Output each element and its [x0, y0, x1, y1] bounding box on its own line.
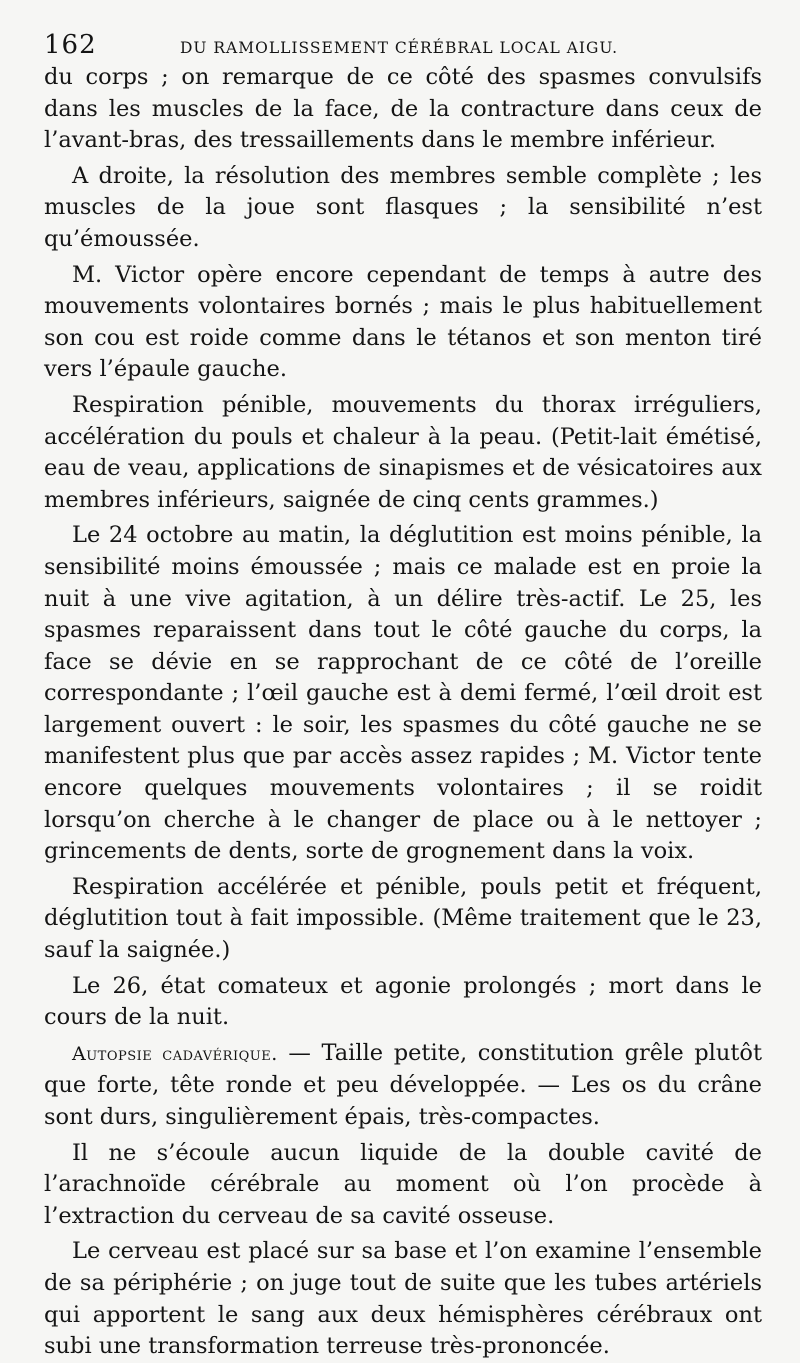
paragraph: du corps ; on remarque de ce côté des spasmes convulsifs dans les muscles de la face, de la contracture dans ceux de l’avant-bras, des tressaillements dans le membre inférieur. [44, 64, 762, 154]
autopsy-paragraph [44, 1038, 762, 1134]
page-number: 162 [44, 30, 97, 60]
autopsy-heading: Autopsie cadavérique. [72, 1042, 278, 1065]
running-title: DU RAMOLLISSEMENT CÉRÉBRAL LOCAL AIGU. [179, 39, 619, 57]
paragraph: Le cerveau est placé sur sa base et l’on examine l’ensemble de sa périphérie ; on juge tout de suite que les tubes artériels qui apportent le sang aux deux hémisphères cérébraux ont subi une transformation terreuse très-prononcée. [44, 1238, 762, 1360]
paragraph: Le 24 octobre au matin, la déglutition est moins pénible, la sensibilité moins émoussée ; mais ce malade est en proie la nuit à une vive agitation, à un délire très-actif. Le 25, les spasmes reparaissent dans tout le côté gauche du corps, la face se dévie en se rapprochant de ce côté de l’oreille correspondante ; l’œil gauche est à demi fermé, l’œil droit est largement ouvert : le soir, les spasmes du côté gauche ne se manifestent plus que par accès assez rapides ; M. Victor tente encore quelques mouvements volontaires ; il se roidit lorsqu’on cherche à le changer de place ou à le nettoyer ; grincements de dents, sorte de grognement dans la voix. [44, 522, 762, 865]
paragraph: A droite, la résolution des membres semble complète ; les muscles de la joue sont flasques ; la sensibilité n’est qu’émoussée. [44, 162, 762, 252]
paragraph: Il ne s’écoule aucun liquide de la double cavité de l’arachnoïde cérébrale au moment où l’on procède à l’extraction du cerveau de sa cavité osseuse. [44, 1139, 762, 1229]
paragraph: Respiration accélérée et pénible, pouls petit et fréquent, déglutition tout à fait impossible. (Même traitement que le 23, sauf la saignée.) [44, 873, 762, 964]
paragraph: Le 26, état comateux et agonie prolongés ; mort dans le cours de la nuit. [44, 972, 762, 1031]
paragraph: Respiration pénible, mouvements du thorax irréguliers, accélération du pouls et chaleur à la peau. (Petit-lait émétisé, eau de veau, applications de sinapismes et de vésicatoires aux membres inférieurs, saignée de cinq cents grammes.) [44, 391, 762, 513]
paragraph: M. Victor opère encore cependant de temps à autre des mouvements volontaires bornés ; mais le plus habituellement son cou est roide comme dans le tétanos et son menton tiré vers l’épaule gauche. [44, 261, 762, 383]
body-text [44, 62, 762, 1363]
running-head [44, 30, 762, 60]
autopsy-text: — Taille petite, constitution grêle plutôt que forte, tête ronde et peu développée. — Les os du crâne sont durs, singulièrement épais, très-compactes. [44, 1039, 762, 1130]
